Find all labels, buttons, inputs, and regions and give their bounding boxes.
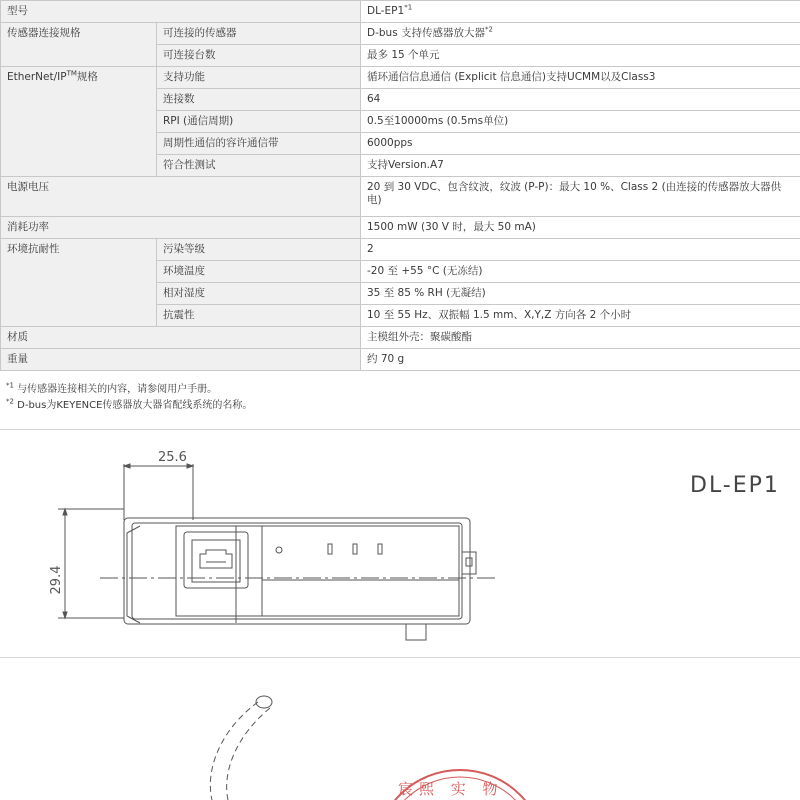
- spec-label-material: 材质: [1, 327, 361, 349]
- spec-row-weight: [1, 349, 800, 371]
- spec-label-power-voltage: 电源电压: [1, 177, 361, 217]
- bottom-tab: [406, 624, 426, 640]
- spec-value: 支持Version.A7: [361, 155, 800, 177]
- led-indicator: [328, 544, 332, 554]
- divider: [0, 657, 800, 658]
- spec-sublabel: 环境温度: [157, 261, 361, 283]
- led-indicator: [378, 544, 382, 554]
- spec-table-container: [0, 0, 800, 371]
- spec-sublabel: 污染等级: [157, 239, 361, 261]
- spec-sublabel: 相对湿度: [157, 283, 361, 305]
- spec-label-power-consumption: 消耗功率: [1, 217, 361, 239]
- spec-sublabel: 抗震性: [157, 305, 361, 327]
- spec-sublabel: 可连接台数: [157, 45, 361, 67]
- spec-sublabel: 符合性测试: [157, 155, 361, 177]
- dim-height-label: 29.4: [49, 565, 64, 595]
- spec-row-power-voltage: [1, 177, 800, 217]
- module-inner: [132, 523, 462, 619]
- spec-value: 64: [361, 89, 800, 111]
- footnote-1: $^{*1}$ 与传感器连接相关的内容，请参阅用户手册。: [6, 381, 218, 395]
- spec-value: 6000pps: [361, 133, 800, 155]
- rj45-jack: [200, 550, 232, 568]
- spec-label-model: 型号: [1, 1, 361, 23]
- spec-sublabel: 连接数: [157, 89, 361, 111]
- spec-value: 2: [361, 239, 800, 261]
- spec-label-environment: 环境抗耐性: [1, 239, 157, 327]
- spec-value: D-bus 支持传感器放大器$^{*2}$: [361, 23, 800, 45]
- spec-label-sensor-conn: 传感器连接规格: [1, 23, 157, 67]
- spec-row-power-consumption: [1, 217, 800, 239]
- spec-value: 10 至 55 Hz、双振幅 1.5 mm、X,Y,Z 方向各 2 个小时: [361, 305, 800, 327]
- cable-line: [210, 702, 258, 800]
- spec-label-ethernet: EtherNet/IP™规格: [1, 67, 157, 177]
- spec-value: 35 至 85 % RH (无凝结): [361, 283, 800, 305]
- right-latch: [462, 552, 476, 574]
- spec-sublabel: 周期性通信的容许通信带: [157, 133, 361, 155]
- spec-sublabel: RPI (通信周期): [157, 111, 361, 133]
- spec-value: 循环通信信息通信 (Explicit 信息通信)支持UCMM以及Class3: [361, 67, 800, 89]
- spec-table: [0, 0, 800, 371]
- stamp-text: 宸熙 实 物: [398, 780, 504, 798]
- cable-end: [256, 696, 272, 708]
- led-indicator: [353, 544, 357, 554]
- cable-line: [227, 708, 270, 800]
- left-clip: [127, 526, 140, 623]
- spec-value-power-voltage: 20 到 30 VDC、包含纹波，纹波 (P-P)：最大 10 %、Class 2 (由连接的传感器放大器供电): [361, 177, 800, 217]
- spec-value-material: 主模组外壳：聚碳酸酯: [361, 327, 800, 349]
- divider: [0, 429, 800, 430]
- spec-row-model: [1, 1, 800, 23]
- footnotes: [6, 382, 252, 414]
- led-indicator: [276, 547, 282, 553]
- spec-row-sensor-connectable: [1, 23, 800, 45]
- spec-row-env-pollution: [1, 239, 800, 261]
- rj45-port-icon: [192, 540, 240, 582]
- spec-row-material: [1, 327, 800, 349]
- spec-value: -20 至 +55 °C (无冻结): [361, 261, 800, 283]
- dim-width-label: 25.6: [158, 450, 187, 465]
- spec-value-weight: 约 70 g: [361, 349, 800, 371]
- spec-label-weight: 重量: [1, 349, 361, 371]
- spec-sublabel: 支持功能: [157, 67, 361, 89]
- spec-value: 0.5至10000ms (0.5ms单位): [361, 111, 800, 133]
- drawing-model-label: DL-EP1: [690, 473, 780, 498]
- spec-sublabel: 可连接的传感器: [157, 23, 361, 45]
- dimension-drawing: [0, 440, 800, 660]
- spec-value-model: DL-EP1$^{*1}$: [361, 1, 800, 23]
- spec-row-ethernet-functions: [1, 67, 800, 89]
- spec-value: 最多 15 个单元: [361, 45, 800, 67]
- spec-value-power-consumption: 1500 mW (30 V 时，最大 50 mA): [361, 217, 800, 239]
- footnote-2: $^{*2}$ D-bus为KEYENCE传感器放大器省配线系统的名称。: [6, 397, 253, 411]
